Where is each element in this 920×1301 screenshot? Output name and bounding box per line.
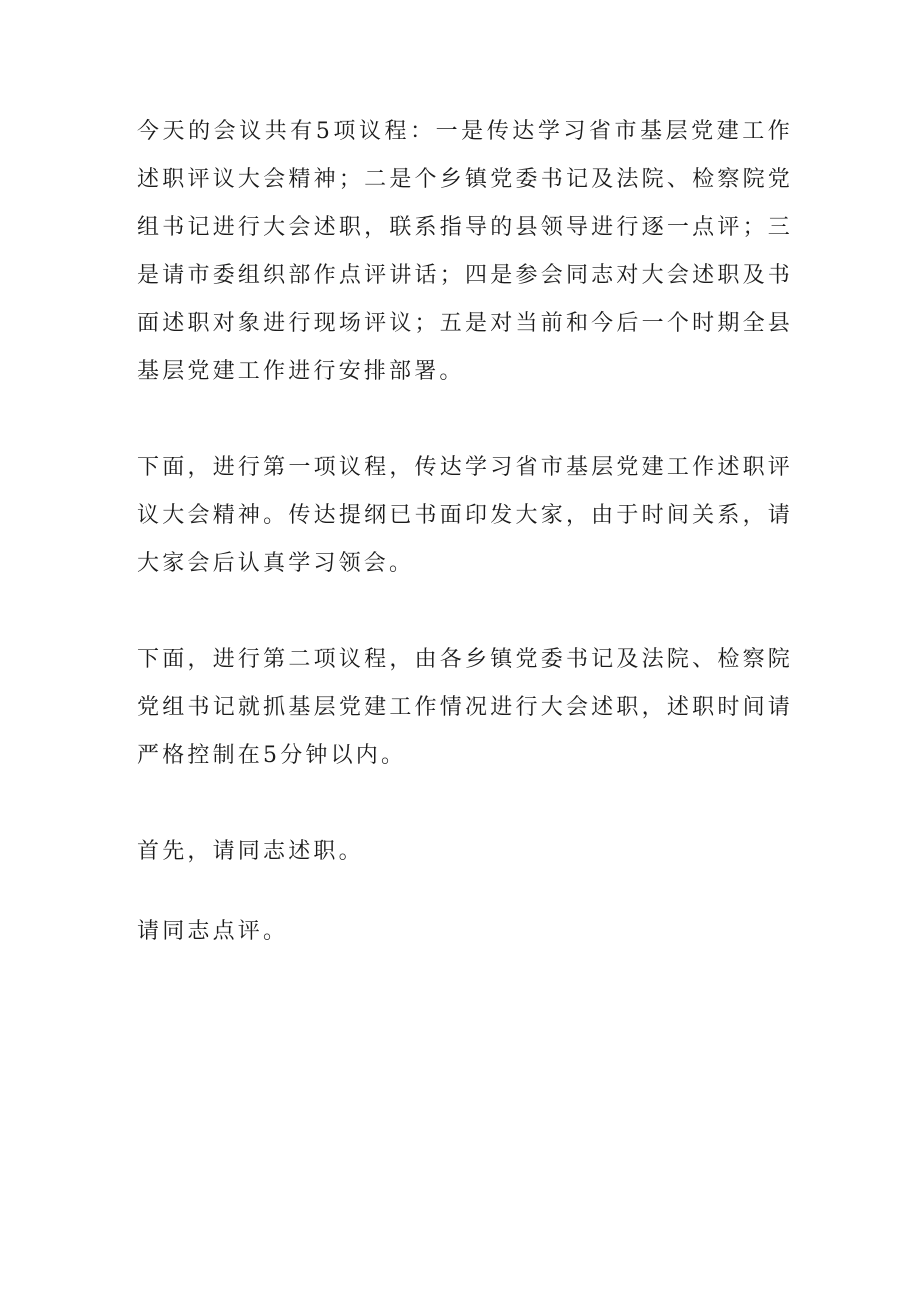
paragraph-first-report: 首先，请同志述职。 [137,839,364,864]
paragraph-comment: 请同志点评。 [137,919,289,944]
paragraph-agenda-overview: 今天的会议共有5项议程：一是传达学习省市基层党建工作述职评议大会精神；二是个乡镇党委书记及法院、检察院党组书记进行大会述职，联系指导的县领导进行逐一点评；三是请市委组织部作点评讲话；四是参会同志对大会述职及书面述职对象进行现场评议；五是对当前和今后一个时期全县基层党建工作进行安排部署。 [137,119,793,384]
paragraph-first-item: 下面，进行第一项议程，传达学习省市基层党建工作述职评议大会精神。传达提纲已书面印发大家，由于时间关系，请大家会后认真学习领会。 [137,455,793,576]
paragraph-second-item: 下面，进行第二项议程，由各乡镇党委书记及法院、检察院党组书记就抓基层党建工作情况进行大会述职，述职时间请严格控制在5分钟以内。 [137,647,793,768]
document-body [137,108,793,956]
